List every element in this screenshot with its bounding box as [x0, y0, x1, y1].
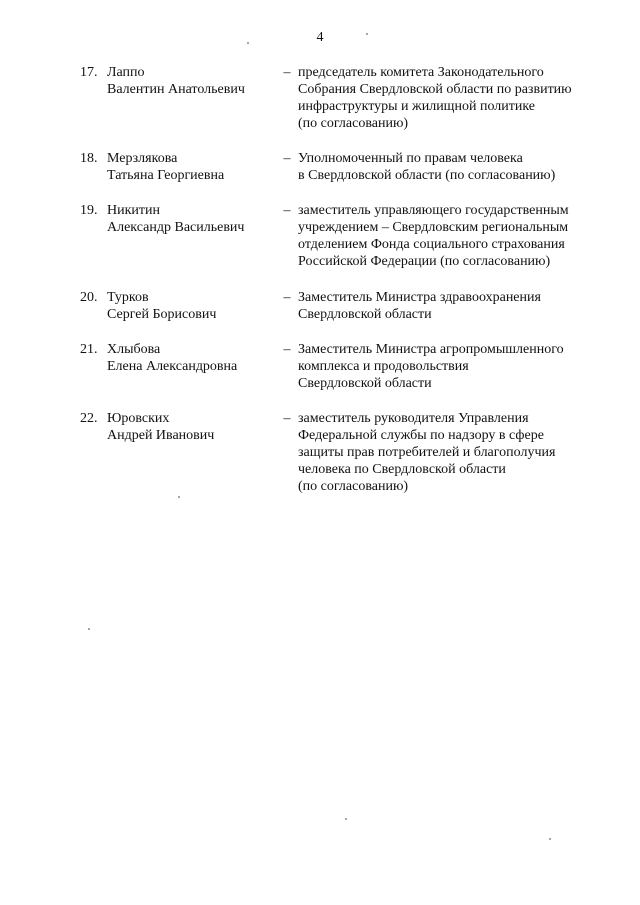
scan-speck [345, 818, 347, 820]
member-position [298, 202, 608, 270]
page-number: 4 [316, 30, 324, 45]
position-line: отделением Фонда социального страхования [298, 237, 565, 252]
member-given-name: Сергей Борисович [107, 307, 217, 322]
member-surname: Юровских [107, 411, 170, 426]
entry-number: 17. [80, 65, 98, 80]
member-name [107, 202, 277, 236]
position-line: Федеральной службы по надзору в сфере [298, 428, 544, 443]
dash-separator: – [283, 151, 291, 166]
position-line: инфраструктуры и жилищной политике [298, 99, 536, 114]
member-position [298, 410, 608, 495]
member-name [107, 64, 277, 98]
scan-speck [549, 838, 551, 840]
position-line: Заместитель Министра агропромышленного [298, 342, 564, 357]
member-given-name: Валентин Анатольевич [107, 82, 245, 97]
position-line: Уполномоченный по правам человека [298, 151, 523, 166]
position-line: защиты прав потребителей и благополучия [298, 445, 556, 460]
position-line: Свердловской области [298, 307, 432, 322]
position-line: человека по Свердловской области [298, 462, 506, 477]
position-line: Российской Федерации (по согласованию) [298, 254, 551, 269]
member-surname: Мерзлякова [107, 151, 178, 166]
member-surname: Турков [107, 290, 149, 305]
dash-separator: – [283, 290, 291, 305]
entry-number: 20. [80, 290, 98, 305]
member-position [298, 64, 608, 132]
member-surname: Лаппо [107, 65, 145, 80]
dash-separator: – [283, 203, 291, 218]
entry-number: 18. [80, 151, 98, 166]
member-surname: Никитин [107, 203, 160, 218]
member-name [107, 341, 277, 375]
position-line: (по согласованию) [298, 479, 409, 494]
member-surname: Хлыбова [107, 342, 161, 357]
position-line: Свердловской области [298, 376, 432, 391]
position-line: заместитель руководителя Управления [298, 411, 529, 426]
position-line: Заместитель Министра здравоохранения [298, 290, 541, 305]
position-line: Собрания Свердловской области по развитию [298, 82, 572, 97]
entry-number: 21. [80, 342, 98, 357]
member-name [107, 150, 277, 184]
dash-separator: – [283, 342, 291, 357]
position-line: учреждением – Свердловским региональным [298, 220, 569, 235]
member-name [107, 289, 277, 323]
position-line: в Свердловской области (по согласованию) [298, 168, 556, 183]
position-line: (по согласованию) [298, 116, 409, 131]
member-position [298, 289, 608, 323]
entry-number: 19. [80, 203, 98, 218]
member-given-name: Татьяна Георгиевна [107, 168, 225, 183]
scan-speck [88, 628, 90, 630]
dash-separator: – [283, 65, 291, 80]
member-position [298, 341, 608, 392]
scan-speck [178, 496, 180, 498]
position-line: комплекса и продовольствия [298, 359, 469, 374]
scan-speck [247, 42, 249, 44]
member-name [107, 410, 277, 444]
dash-separator: – [283, 411, 291, 426]
position-line: председатель комитета Законодательного [298, 65, 544, 80]
entry-number: 22. [80, 411, 98, 426]
member-position [298, 150, 608, 184]
member-given-name: Елена Александровна [107, 359, 238, 374]
position-line: заместитель управляющего государственным [298, 203, 569, 218]
scan-speck [366, 33, 368, 35]
member-given-name: Александр Васильевич [107, 220, 245, 235]
member-given-name: Андрей Иванович [107, 428, 215, 443]
